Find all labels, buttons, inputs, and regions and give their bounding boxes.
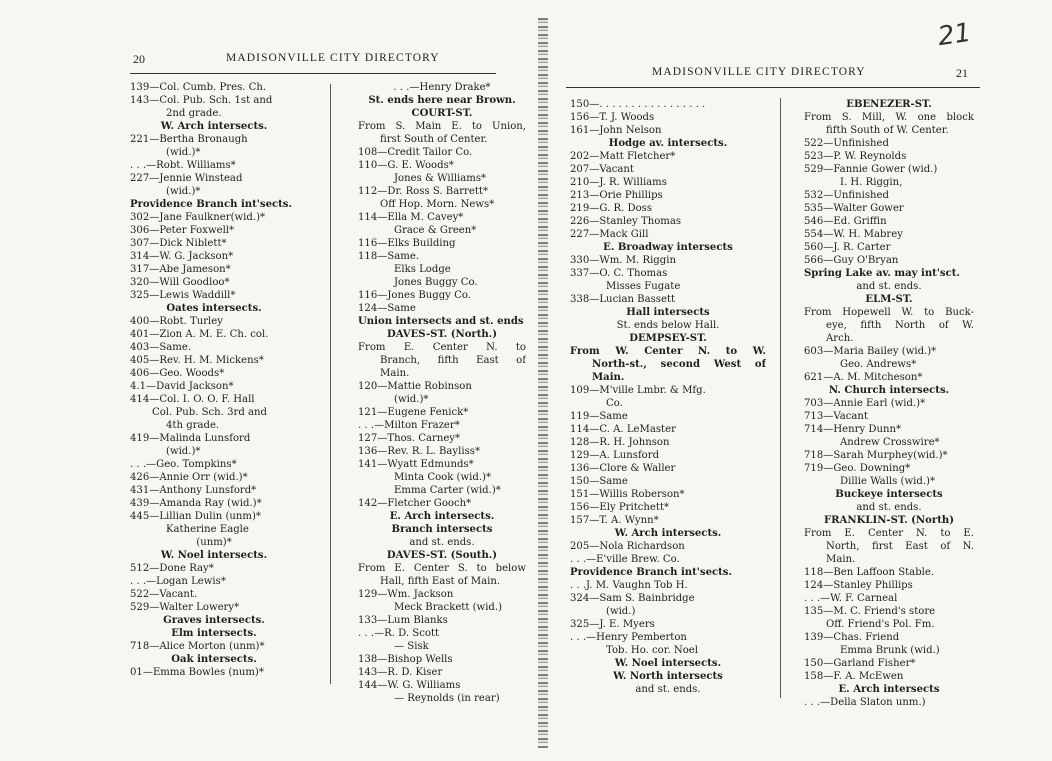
directory-entry: Graves intersects. (163, 615, 265, 626)
directory-entry: 118—Same. (358, 251, 420, 262)
directory-entry: 116—Jones Buggy Co. (358, 290, 471, 301)
column-divider-left (330, 84, 331, 684)
directory-entry: Meck Brackett (wid.) (394, 602, 503, 613)
directory-entry: 219—G. R. Doss (570, 203, 653, 214)
directory-entry: W. Noel intersects. (614, 658, 722, 669)
directory-entry: 124—Stanley Phillips (804, 580, 913, 591)
directory-entry: 338—Lucian Bassett (570, 294, 676, 305)
directory-entry: 718—Alice Morton (unm)* (130, 641, 265, 652)
directory-entry: 116—Elks Building (358, 238, 456, 249)
directory-entry: 406—Geo. Woods* (130, 368, 225, 379)
directory-entry: Geo. Andrews* (840, 359, 917, 370)
directory-entry: Off. Friend's Pol. Fm. (826, 619, 935, 630)
directory-entry: E. Broadway intersects (603, 242, 733, 253)
directory-entry: Col. Pub. Sch. 3rd and (152, 407, 267, 418)
directory-entry: 133—Lum Blanks (358, 615, 448, 626)
directory-entry: 227—Jennie Winstead (130, 173, 243, 184)
running-header-left: MADISONVILLE CITY DIRECTORY (226, 52, 440, 64)
directory-entry: 114—Ella M. Cavey* (358, 212, 464, 223)
directory-entry: Jones Buggy Co. (394, 277, 478, 288)
directory-entry: 314—W. G. Jackson* (130, 251, 234, 262)
directory-entry: Spring Lake av. may int'sct. (804, 268, 960, 279)
directory-entry: FRANKLIN-ST. (North) (824, 515, 954, 526)
directory-entry: 144—W. G. Williams (358, 680, 461, 691)
directory-entry: 324—Sam S. Bainbridge (570, 593, 695, 604)
directory-entry: 4.1—David Jackson* (130, 381, 234, 392)
directory-entry: 207—Vacant (570, 164, 634, 175)
directory-entry: 317—Abe Jameson* (130, 264, 231, 275)
directory-entry: 110—G. E. Woods* (358, 160, 454, 171)
directory-entry: 143—R. D. Kiser (358, 667, 443, 678)
directory-entry: 210—J. R. Williams (570, 177, 667, 188)
directory-entry: 118—Ben Laffoon Stable. (804, 567, 935, 578)
directory-entry: E. Arch intersects (838, 684, 940, 695)
directory-entry: 119—Same (570, 411, 628, 422)
directory-entry: 621—A. M. Mitcheson* (804, 372, 923, 383)
directory-entry: St. ends below Hall. (616, 320, 720, 331)
directory-entry: 156—Ely Pritchett* (570, 502, 670, 513)
directory-entry: 143—Col. Pub. Sch. 1st and (130, 95, 273, 106)
directory-entry: Hall, fifth East of Main. (380, 576, 501, 587)
directory-entry: 114—C. A. LeMaster (570, 424, 676, 435)
directory-entry: 325—J. E. Myers (570, 619, 655, 630)
directory-entry: 226—Stanley Thomas (570, 216, 682, 227)
directory-entry: 439—Amanda Ray (wid.)* (130, 498, 262, 509)
directory-entry: 01—Emma Bowles (num)* (130, 667, 264, 678)
directory-entry: Grace & Green* (394, 225, 477, 236)
directory-entry: . . .—E'ville Brew. Co. (570, 554, 680, 565)
directory-entry: Hall intersects (626, 307, 710, 318)
directory-entry: Branch intersects (391, 524, 493, 535)
directory-entry: 522—Vacant. (130, 589, 198, 600)
directory-entry: 532—Unfinished (804, 190, 889, 201)
directory-entry: Arch. (826, 333, 854, 344)
directory-entry: 401—Zion A. M. E. Ch. col. (130, 329, 269, 340)
directory-entry: 714—Henry Dunn* (804, 424, 902, 435)
directory-entry: 529—Fannie Gower (wid.) (804, 164, 938, 175)
directory-entry: and st. ends. (635, 684, 701, 695)
directory-entry: Elks Lodge (394, 264, 451, 275)
running-header-right: MADISONVILLE CITY DIRECTORY (652, 66, 866, 78)
directory-entry: 302—Jane Faulkner(wid.)* (130, 212, 266, 223)
directory-entry: 112—Dr. Ross S. Barrett* (358, 186, 489, 197)
directory-entry: Providence Branch int'sects. (130, 199, 293, 210)
directory-entry: From Hopewell W. to Buck- (804, 307, 974, 318)
directory-entry: . . .—Geo. Tompkins* (130, 459, 237, 470)
directory-entry: (wid.)* (166, 147, 201, 158)
directory-entry: 136—Rev. R. L. Bayliss* (358, 446, 480, 457)
directory-entry: 124—Same (358, 303, 416, 314)
directory-entry: Co. (606, 398, 623, 409)
book-gutter (538, 18, 548, 748)
directory-entry: 202—Matt Fletcher* (570, 151, 676, 162)
directory-entry: Main. (826, 554, 856, 565)
directory-entry: I. H. Riggin, (840, 177, 903, 188)
directory-entry: 213—Orie Phillips (570, 190, 663, 201)
directory-entry: eye, fifth North of W. (826, 320, 974, 331)
directory-entry: N. Church intersects. (828, 385, 950, 396)
directory-entry: 419—Malinda Lunsford (130, 433, 251, 444)
directory-entry: 719—Geo. Downing* (804, 463, 911, 474)
directory-entry: 139—Col. Cumb. Pres. Ch. (130, 82, 267, 93)
directory-entry: Minta Cook (wid.)* (394, 472, 492, 483)
directory-entry: . . .—Robt. Williams* (130, 160, 236, 171)
directory-entry: . . .—W. F. Carneal (804, 593, 898, 604)
directory-entry: 445—Lillian Dulin (unm)* (130, 511, 261, 522)
directory-entry: and st. ends. (856, 281, 922, 292)
directory-entry: 554—W. H. Mabrey (804, 229, 903, 240)
directory-entry: 129—A. Lunsford (570, 450, 660, 461)
directory-entry: 522—Unfinished (804, 138, 889, 149)
directory-entry: From E. Center S. to below (358, 563, 526, 574)
directory-entry: W. Arch intersects. (160, 121, 268, 132)
directory-entry: COURT-ST. (411, 108, 473, 119)
directory-entry: DAVES-ST. (North.) (386, 329, 498, 340)
directory-entry: 512—Done Ray* (130, 563, 214, 574)
directory-entry: 703—Annie Earl (wid.)* (804, 398, 926, 409)
directory-entry: (wid.)* (394, 394, 429, 405)
directory-entry: 306—Peter Foxwell* (130, 225, 235, 236)
directory-entry: Providence Branch int'sects. (570, 567, 733, 578)
directory-entry: 156—T. J. Woods (570, 112, 655, 123)
directory-entry: 426—Annie Orr (wid.)* (130, 472, 248, 483)
directory-entry: 405—Rev. H. M. Mickens* (130, 355, 264, 366)
directory-entry: 138—Bishop Wells (358, 654, 453, 665)
right-column-2 (804, 98, 974, 709)
directory-entry: 320—Will Goodloo* (130, 277, 230, 288)
directory-entry: 523—P. W. Reynolds (804, 151, 907, 162)
directory-entry: E. Arch intersects. (389, 511, 495, 522)
directory-entry: . . .J. M. Vaughn Tob H. (570, 580, 688, 591)
directory-entry: 227—Mack Gill (570, 229, 649, 240)
directory-entry: 403—Same. (130, 342, 192, 353)
directory-entry: From S. Main E. to Union, (358, 121, 526, 132)
directory-entry: 157—T. A. Wynn* (570, 515, 659, 526)
directory-entry: 330—Wm. M. Riggin (570, 255, 676, 266)
header-rule-left (130, 73, 496, 74)
directory-entry: . . .—R. D. Scott (358, 628, 440, 639)
directory-entry: From E. Center N. to (358, 342, 526, 353)
directory-entry: 566—Guy O'Bryan (804, 255, 899, 266)
directory-entry: 718—Sarah Murphey(wid.)* (804, 450, 948, 461)
directory-entry: Misses Fugate (606, 281, 681, 292)
directory-entry: 136—Clore & Waller (570, 463, 676, 474)
right-column-1 (570, 98, 766, 696)
directory-entry: 128—R. H. Johnson (570, 437, 670, 448)
directory-entry: 307—Dick Niblett* (130, 238, 227, 249)
directory-entry: 150—Garland Fisher* (804, 658, 916, 669)
directory-entry: From E. Center N. to E. (804, 528, 974, 539)
directory-entry: Main. (380, 368, 410, 379)
directory-entry: 713—Vacant (804, 411, 868, 422)
directory-entry: Union intersects and st. ends (358, 316, 524, 327)
directory-entry: 158—F. A. McEwen (804, 671, 904, 682)
directory-entry: . . .—Della Slaton unm.) (804, 697, 926, 708)
directory-entry: 535—Walter Gower (804, 203, 904, 214)
directory-entry: Tob. Ho. cor. Noel (606, 645, 698, 656)
right-page (548, 0, 1052, 761)
directory-entry: 205—Nola Richardson (570, 541, 685, 552)
directory-entry: DEMPSEY-ST. (629, 333, 707, 344)
directory-entry: fifth South of W. Center. (826, 125, 949, 136)
directory-entry: 560—J. R. Carter (804, 242, 891, 253)
directory-entry: Buckeye intersects (835, 489, 943, 500)
directory-entry: (unm)* (196, 537, 232, 548)
directory-entry: 603—Maria Bailey (wid.)* (804, 346, 937, 357)
directory-entry: 120—Mattie Robinson (358, 381, 472, 392)
directory-entry: (wid.)* (166, 446, 201, 457)
directory-entry: . . .—Henry Pemberton (570, 632, 687, 643)
directory-entry: Emma Carter (wid.)* (394, 485, 501, 496)
directory-entry: 150—. . . . . . . . . . . . . . . . . (570, 99, 706, 110)
column-divider-right (780, 98, 781, 698)
directory-entry: St. ends here near Brown. (368, 95, 516, 106)
directory-entry: Emma Brunk (wid.) (840, 645, 940, 656)
directory-entry: Oak intersects. (171, 654, 257, 665)
directory-entry: (wid.) (606, 606, 636, 617)
directory-entry: Andrew Crosswire* (840, 437, 940, 448)
directory-entry: and st. ends. (409, 537, 475, 548)
directory-entry: Katherine Eagle (166, 524, 249, 535)
directory-entry: ELM-ST. (865, 294, 913, 305)
directory-entry: Elm intersects. (171, 628, 257, 639)
handwritten-page-number: 21 (936, 17, 974, 53)
directory-entry: Jones & Williams* (394, 173, 487, 184)
directory-entry: 135—M. C. Friend's store (804, 606, 936, 617)
directory-entry: 4th grade. (166, 420, 220, 431)
directory-entry: North, first East of N. (826, 541, 974, 552)
directory-entry: 2nd grade. (166, 108, 222, 119)
directory-entry: 221—Bertha Bronaugh (130, 134, 248, 145)
directory-entry: 129—Wm. Jackson (358, 589, 454, 600)
directory-entry: Off Hop. Morn. News* (380, 199, 495, 210)
header-rule-right (566, 87, 980, 88)
directory-entry: Oates intersects. (166, 303, 262, 314)
page-number-right: 21 (956, 66, 968, 80)
directory-entry: 121—Eugene Fenick* (358, 407, 469, 418)
directory-entry: 414—Col. I. O. O. F. Hall (130, 394, 255, 405)
directory-entry: 139—Chas. Friend (804, 632, 900, 643)
directory-entry: — Sisk (394, 641, 429, 652)
directory-entry: 151—Willis Roberson* (570, 489, 685, 500)
directory-entry: . . .—Logan Lewis* (130, 576, 226, 587)
directory-entry: . . .—Henry Drake* (393, 82, 491, 93)
directory-entry: EBENEZER-ST. (846, 99, 932, 110)
page-number-left: 20 (133, 52, 145, 66)
directory-entry: 337—O. C. Thomas (570, 268, 668, 279)
directory-entry: Dillie Walls (wid.)* (840, 476, 936, 487)
directory-entry: 400—Robt. Turley (130, 316, 223, 327)
directory-entry: Hodge av. intersects. (608, 138, 728, 149)
directory-entry: 431—Anthony Lunsford* (130, 485, 257, 496)
directory-entry: W. North intersects (613, 671, 723, 682)
directory-entry: 142—Fletcher Gooch* (358, 498, 472, 509)
directory-entry: From S. Mill, W. one block (804, 112, 974, 123)
directory-entry: W. Noel intersects. (160, 550, 268, 561)
left-column-2 (358, 81, 526, 705)
left-column-1 (130, 81, 298, 679)
directory-entry: 529—Walter Lowery* (130, 602, 240, 613)
directory-entry: From W. Center N. to W. (570, 346, 766, 357)
directory-entry: DAVES-ST. (South.) (386, 550, 498, 561)
directory-entry: 141—Wyatt Edmunds* (358, 459, 474, 470)
directory-entry: 108—Credit Tailor Co. (358, 147, 473, 158)
directory-entry: 150—Same (570, 476, 628, 487)
directory-entry: 325—Lewis Waddill* (130, 290, 236, 301)
directory-entry: (wid.)* (166, 186, 201, 197)
directory-entry: North-st., second West of (592, 359, 766, 370)
directory-entry: 109—M'ville Lmbr. & Mfg. (570, 385, 706, 396)
directory-entry: 546—Ed. Griffin (804, 216, 887, 227)
directory-entry: — Reynolds (in rear) (394, 693, 500, 704)
directory-entry: W. Arch intersects. (614, 528, 722, 539)
directory-entry: Main. (592, 372, 625, 383)
directory-entry: and st. ends. (856, 502, 922, 513)
directory-entry: first South of Center. (380, 134, 488, 145)
directory-entry: Branch, fifth East of (380, 355, 526, 366)
directory-entry: . . .—Milton Frazer* (358, 420, 460, 431)
directory-entry: 161—John Nelson (570, 125, 662, 136)
directory-entry: 127—Thos. Carney* (358, 433, 461, 444)
